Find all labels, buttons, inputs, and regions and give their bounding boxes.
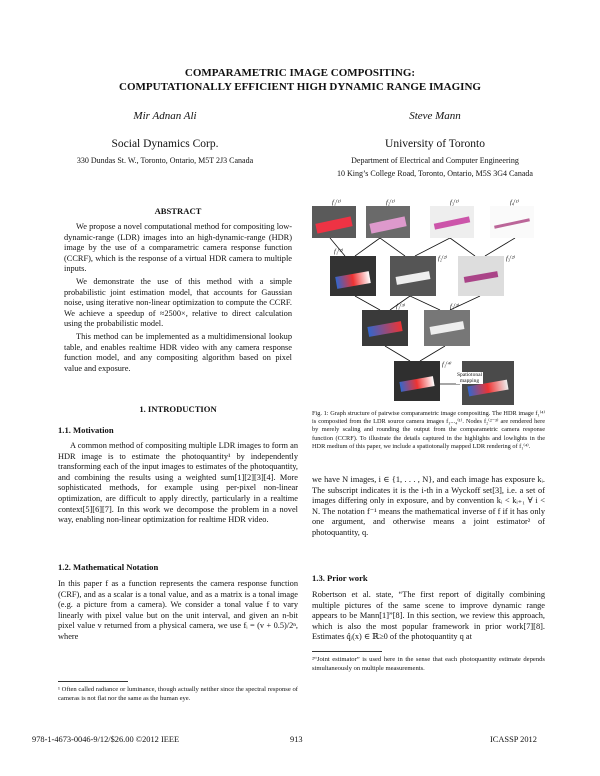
figure-node-f1-2 xyxy=(330,256,376,296)
notation-paragraph: In this paper f as a function represents the camera response function (CRF), and as a scalar is a tonal value, and as a matrix is a tonal image (e.g. a picture from a camera). We consider a tonal value f to vary linearly with pixel value but on the unit interval, and given an n-bit pixel value v returned from a physical camera, we use fᵢ = (v + 0.5)/2ⁿ, where xyxy=(58,579,298,641)
figure-node-f3-2-highlight xyxy=(464,271,499,283)
subsection-notation-heading: 1.2. Mathematical Notation xyxy=(58,562,159,572)
label-f1-4: f₁⁽⁴⁾ xyxy=(442,361,452,368)
section-introduction-heading: 1. INTRODUCTION xyxy=(139,404,217,414)
figure-node-f2-2-highlight xyxy=(396,271,431,285)
label-f3-1: f₃⁽¹⁾ xyxy=(450,199,460,206)
author-address-2b: 10 King’s College Road, Toronto, Ontario, M5S 3G4 Canada xyxy=(337,169,533,178)
figure-node-f1-4-highlight xyxy=(399,376,434,392)
footnote-rule-right xyxy=(312,651,382,652)
continued-notation-paragraph: we have N images, i ∈ {1, . . . , N}, and each image has exposure kᵢ. The subscript indicates it is the i-th in a Wyckoff set[3], i.e. a set of images differing only in exposure, and by convention kᵢ < kᵢ₊₁ ∀ i < N. The notation f⁻¹ means the mathematical inverse of f if it has only one argument, and otherwise means a joint estimator² of photoquantity, q. xyxy=(312,475,545,537)
figure-node-f2-1 xyxy=(366,206,410,238)
footer-conference: ICASSP 2012 xyxy=(490,735,537,744)
paper-title-line-2: COMPUTATIONALLY EFFICIENT HIGH DYNAMIC RANGE IMAGING xyxy=(119,81,481,93)
spatiotonal-label-line1: Spatiotonal xyxy=(457,372,483,378)
author-address-1: 330 Dundas St. W., Toronto, Ontario, M5T 2J3 Canada xyxy=(76,156,254,165)
figure-node-f3-1 xyxy=(430,206,474,238)
subsection-prior-work-heading: 1.3. Prior work xyxy=(312,573,368,583)
label-f2-1: f₂⁽¹⁾ xyxy=(386,199,396,206)
footer-copyright: 978-1-4673-0046-9/12/$26.00 ©2012 IEEE xyxy=(32,735,180,744)
subsection-motivation-heading: 1.1. Motivation xyxy=(58,425,114,435)
spatiotonal-mapping-label xyxy=(456,372,483,384)
figure-1-graph xyxy=(310,198,545,410)
figure-node-f1-2-highlight xyxy=(335,271,371,289)
label-f2-3: f₂⁽³⁾ xyxy=(450,303,460,310)
figure-node-f1-1-highlight xyxy=(315,216,352,233)
label-f1-2: f₁⁽²⁾ xyxy=(334,248,344,255)
figure-node-f4-1 xyxy=(490,206,534,238)
figure-node-f2-1-highlight xyxy=(369,216,406,233)
figure-node-f1-3 xyxy=(362,310,408,346)
label-f2-2: f₂⁽²⁾ xyxy=(438,255,448,262)
label-f1-3: f₁⁽³⁾ xyxy=(396,303,406,310)
abstract-paragraph-2: We demonstrate the use of this method with a simple probabilistic joint estimation model, that accounts for Gaussian noise, using iterative non-linear optimization to compute the CCRF. We achieve a speedup of ≈2500×, relative to direct calculation using the probabilistic model. xyxy=(64,276,292,329)
label-f3-2: f₃⁽²⁾ xyxy=(506,255,516,262)
abstract-paragraph-3: This method can be implemented as a multidimensional lookup table, and enables realtime HDR video with any camera response function model, and any compositing algorithm based on pixel value and exposure. xyxy=(64,331,292,373)
paper-title-line-1: COMPARAMETRIC IMAGE COMPOSITING: xyxy=(184,67,416,79)
figure-node-f1-4 xyxy=(394,361,440,401)
figure-1-caption: Fig. 1: Graph structure of pairwise comparametric image compositing. The HDR image f₁⁽⁴⁾ is composited from the LDR source camera images f₁...₄⁽¹⁾. Nodes f₂⁽²⁻³⁾ are rendered here by merely scaling and rounding the output from the comparametric camera response function (CCRF). To illustrate the details captured in the highlights and lowlights in the HDR medium of this paper, we include a spatiotonally mapped LDR rendering of f₁⁽⁴⁾. xyxy=(312,410,545,450)
figure-node-f1-3-highlight xyxy=(367,321,402,337)
author-name-2: Steve Mann xyxy=(409,110,461,122)
left-column xyxy=(58,206,298,374)
label-f4-1: f₄⁽¹⁾ xyxy=(510,199,520,206)
author-name-1: Mir Adnan Ali xyxy=(133,110,197,122)
figure-node-f2-3 xyxy=(424,310,470,346)
figure-node-f3-2 xyxy=(458,256,504,296)
author-affiliation-1: Social Dynamics Corp. xyxy=(111,138,219,150)
figure-node-f1-1 xyxy=(312,206,356,238)
footnote-rule-left xyxy=(58,681,128,682)
abstract-paragraph-1: We propose a novel computational method for compositing low-dynamic-range (LDR) images into an high-dynamic-range (HDR) image by the use of a comparametric camera response function (CCRF), which is the response of a virtual HDR camera to multiple inputs. xyxy=(64,222,292,274)
footer-page-number: 913 xyxy=(290,735,303,744)
figure-node-f2-3-highlight xyxy=(430,321,465,335)
abstract-heading: ABSTRACT xyxy=(154,206,202,216)
abstract-body xyxy=(58,222,298,374)
figure-node-f3-1-highlight xyxy=(434,216,470,229)
figure-node-f2-2 xyxy=(390,256,436,296)
footnote-1: ¹ Often called radiance or luminance, though actually neither since the spectral response of cameras is not flat nor the same as the human eye. xyxy=(58,686,298,702)
motivation-paragraph: A common method of compositing multiple LDR images to form an HDR image is to estimate the photoquantity¹ by independently transforming each of the input images to estimates of the photoquantity, and combining the results using a weighted sum[1][2][3][4]. More sophisticated methods, for example using per-pixel non-linear optimization, are difficult to apply directly, particularly in a realtime context[5][6][7]. In this work we decompose the problem in a novel way, enabling non-linear optimization for realtime HDR video. xyxy=(58,441,298,525)
author-address-2a: Department of Electrical and Computer Engineering xyxy=(351,156,519,165)
figure-node-f4-1-highlight xyxy=(494,218,530,228)
author-affiliation-2: University of Toronto xyxy=(385,138,485,150)
footnote-2: ²“Joint estimator” is used here in the sense that each photoquantity estimate depends simultaneously on multiple measurements. xyxy=(312,656,545,672)
label-f1-1: f₁⁽¹⁾ xyxy=(332,199,342,206)
spatiotonal-label-line2: mapping xyxy=(459,378,480,384)
prior-work-paragraph: Robertson et al. state, “The first report of digitally combining multiple pictures of the same scene to improve dynamic range appears to be Mann[1]”[8]. In this section, we review this approach, which is also the most popular framework in prior work[7][8]. Estimates q̂ᵢ(x) ∈ ℝ≥0 of the photoquantity q at xyxy=(312,590,545,642)
